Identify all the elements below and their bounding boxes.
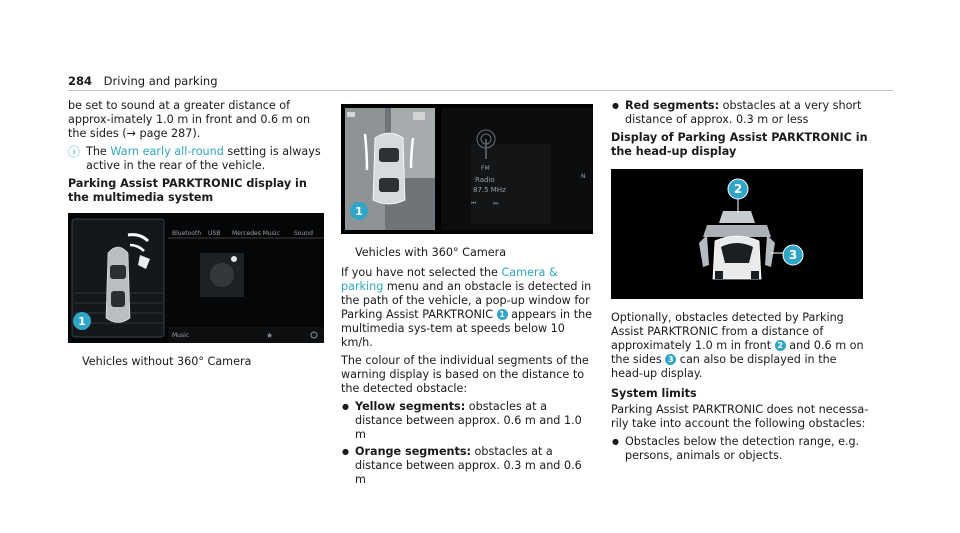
page-number: 284 (68, 74, 93, 88)
hud-graphic (611, 169, 863, 299)
camera-screen-image (341, 104, 593, 234)
warn-early-link[interactable]: Warn early all-round (110, 145, 224, 158)
intro-paragraph: be set to sound at a greater distance of approx-imately 1.0 m in front and 0.6 m on the sides (→ page 287). (68, 99, 311, 140)
note-text-end: setting is always active in the rear of the vehicle. (86, 145, 321, 172)
info-note (68, 145, 326, 173)
screen-label: Sound (294, 230, 313, 237)
svg-text:⏭: ⏭ (493, 200, 499, 207)
camera-screen-graphic (341, 104, 593, 234)
hud-paragraph: Optionally, obstacles detected by Parking Assist PARKTRONIC from a distance of approximately 1.0 m in front 2 and 0.6 m on the sides 3 can also be displayed in the head-up display. (611, 311, 864, 380)
screen-label: Mercedes Music (232, 230, 280, 237)
parktronic-screen-graphic (68, 213, 324, 343)
screen-label: FM (481, 165, 490, 172)
screen-label: N (581, 173, 586, 180)
camera-parking-link[interactable]: Camera & parking (341, 266, 558, 293)
section-title: Driving and parking (103, 74, 218, 88)
info-icon: ⓘ (68, 145, 81, 159)
segments-intro: The colour of the individual segments of the warning display is based on the distance to the detected obstacle: (341, 354, 589, 395)
callout-3: 3 (788, 248, 798, 262)
callout-2: 2 (733, 182, 743, 196)
limits-paragraph: Parking Assist PARKTRONIC does not necessa-rily take into account the following obstacles: (611, 403, 869, 430)
image-caption: Vehicles without 360° Camera (82, 355, 252, 368)
list-item: ● Red segments: obstacles at a very short distance of approx. 0.3 m or less (611, 99, 871, 127)
callout-1: 1 (355, 205, 363, 218)
image-caption: Vehicles with 360° Camera (355, 246, 507, 259)
section-heading-hud: Display of Parking Assist PARKTRONIC in the head-up display (611, 131, 868, 158)
screen-label: Radio (475, 176, 495, 184)
column-3 (611, 99, 871, 466)
screen-label: Music (172, 332, 190, 339)
screen-label: Bluetooth (172, 230, 202, 237)
list-item: ● Yellow segments: obstacles at a distance between approx. 0.6 m and 1.0 m (341, 400, 595, 442)
column-2 (341, 104, 595, 490)
column-1 (68, 99, 326, 375)
callout-2-inline: 2 (775, 340, 786, 351)
popup-paragraph: If you have not selected the Camera & parking menu and an obstacle is detected in the path of the vehicle, a pop-up window for Parking Assist PARKTRONIC 1 appears in the multimedia sys-tem at speeds below 10 km/h. (341, 266, 593, 349)
hud-image (611, 169, 863, 299)
note-text: The (86, 145, 111, 158)
page-header (68, 74, 218, 88)
header-rule (68, 90, 893, 91)
svg-text:★: ★ (266, 331, 274, 340)
screen-label: 87.5 MHz (473, 186, 506, 194)
callout-3-inline: 3 (665, 354, 676, 365)
list-item: ● Obstacles below the detection range, e.g. persons, animals or objects. (611, 435, 871, 463)
callout-1-inline: 1 (497, 309, 508, 320)
callout-1: 1 (78, 315, 86, 328)
section-heading-multimedia: Parking Assist PARKTRONIC display in the multimedia system (68, 177, 307, 204)
screen-label: USB (208, 230, 221, 237)
parktronic-screen-image (68, 213, 324, 343)
list-item: ● Orange segments: obstacles at a distance between approx. 0.3 m and 0.6 m (341, 445, 595, 487)
svg-text:⏮: ⏮ (471, 200, 477, 207)
section-heading-limits: System limits (611, 387, 697, 400)
